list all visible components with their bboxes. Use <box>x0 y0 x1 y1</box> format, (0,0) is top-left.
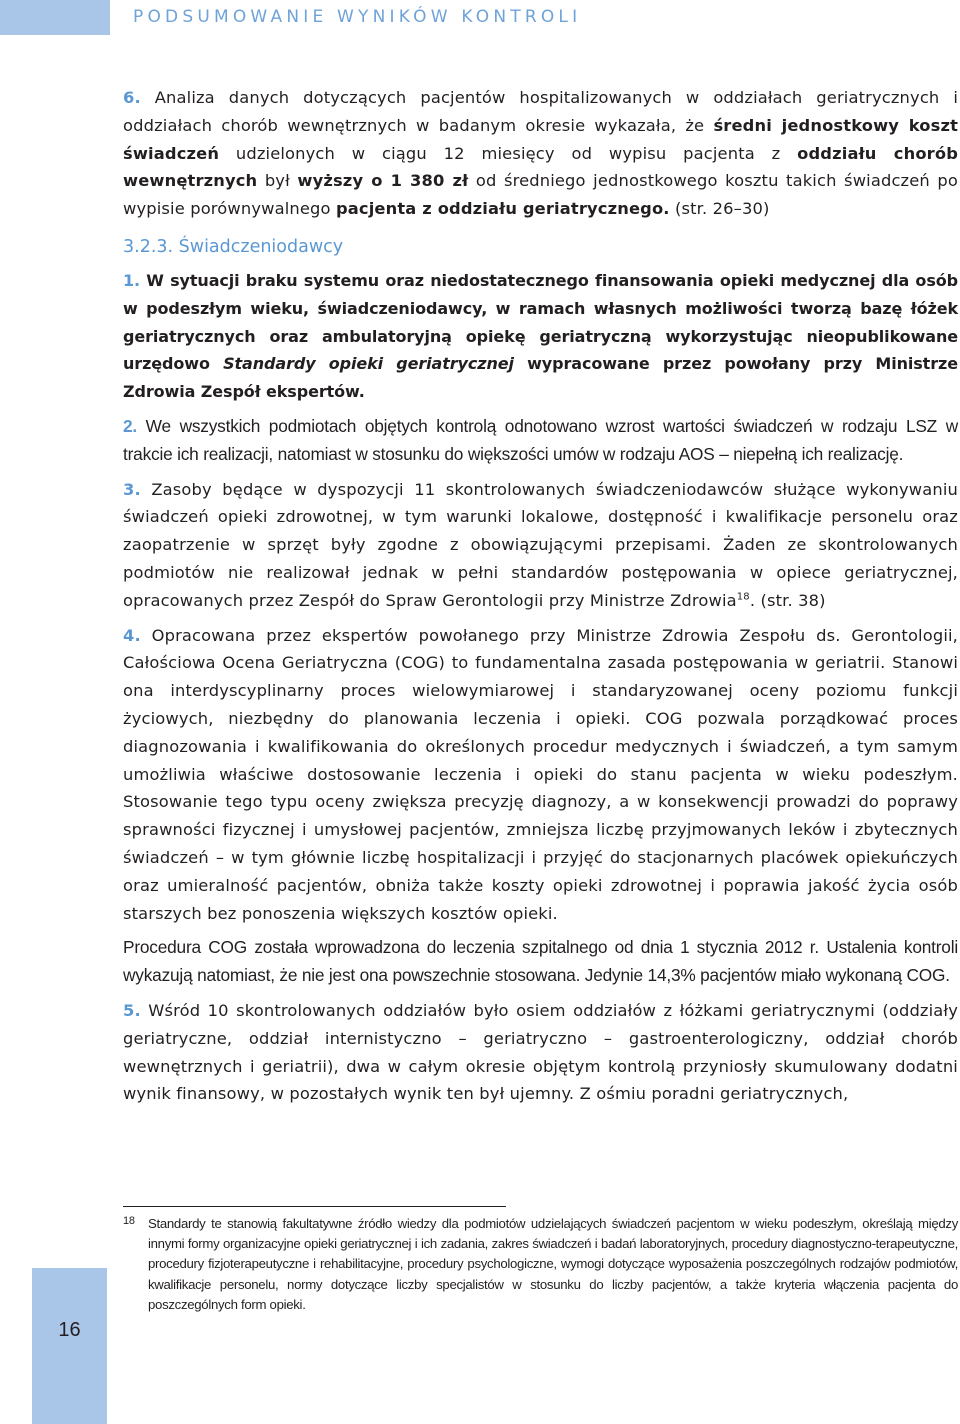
paragraph-number: 2. <box>123 415 138 436</box>
page-reference: (str. 26–30) <box>669 199 770 219</box>
footnote-mark: 18 <box>123 1215 135 1227</box>
emphasis-text: oddziału chorób wewnętrznych <box>123 143 958 191</box>
header-color-bar <box>0 0 110 35</box>
paragraph-text: We wszystkich podmiotach objętych kontrolą odnotowano wzrost wartości świadczeń w rodzaju LSZ w trakcie ich realizacji, natomiast w stosunku do większości umów w rodzaju AOS – niepełną ich realizację. <box>123 415 958 464</box>
footnote <box>123 1214 958 1315</box>
paragraph-5 <box>123 997 958 1108</box>
paragraph-text: Zasoby będące w dyspozycji 11 skontrolowanych świadczeniodawców służące wykonywaniu świadczeń opieki zdrowotnej, w tym warunki lokalowe, dostępność i kwalifikacje personelu oraz zaopatrzenie w sprzęt były zgodne z obowiązującymi przepisami. Żaden ze skontrolowanych podmiotów nie realizował jednak w pełni standardów postępowania w opiece geriatrycznej, opracowanych przez Zespół do Spraw Gerontologii przy Ministrze Zdrowia <box>123 479 958 610</box>
paragraph-text: W sytuacji braku systemu oraz niedostatecznego finansowania opieki medycznej dla osób w podeszłym wieku, świadczeniodawcy, w ramach własnych możliwości tworzą bazę łóżek geriatrycznych oraz ambulatoryjną opiekę geriatryczną wykorzystując nieopublikowane urzędowo <box>123 270 958 374</box>
footnote-reference[interactable]: 18 <box>736 591 750 603</box>
paragraph-6 <box>123 84 958 223</box>
page-reference: . (str. 38) <box>749 590 826 610</box>
footnote-text: Standardy te stanowią fakultatywne źródło wiedzy dla podmiotów udzielających świadczeń pacjentom w wieku podeszłym, określają między innymi formy organizacyjne opieki geriatrycznej i ich zadania, zakres świadczeń i badań laboratoryjnych, procedury diagnostyczno-terapeutyczne, procedury fizjoterapeutyczne i rehabilitacyjne, procedury psychologiczne, wymogi dotyczące wyposażenia poszczególnych rodzajów podmiotów, kwalifikacje personelu, normy dotyczące liczby specjalistów w stosunku do liczby pacjentów, a także kryteria włączenia pacjenta do poszczególnych form opieki. <box>148 1216 958 1312</box>
paragraph-2 <box>123 413 958 469</box>
emphasis-text: wyższy o 1 380 zł <box>297 171 469 191</box>
footnote-separator <box>123 1206 506 1207</box>
page-content <box>123 84 958 1108</box>
paragraph-number: 5. <box>123 1000 141 1020</box>
paragraph-4 <box>123 622 958 928</box>
italic-title: Standardy opieki geriatrycznej <box>223 354 514 374</box>
page-number-tab <box>32 1268 107 1424</box>
emphasis-text: pacjenta z oddziału geriatrycznego. <box>335 199 670 219</box>
paragraph-text: od średniego jednostkowego kosztu takich świadczeń po wypisie porównywalnego <box>123 171 958 219</box>
emphasis-text: średni jednostkowy koszt świadczeń <box>123 115 959 163</box>
page-number: 16 <box>58 1319 81 1341</box>
paragraph-text: Wśród 10 skontrolowanych oddziałów było osiem oddziałów z łóżkami geriatrycznymi (oddziały geriatryczne, oddział internistyczno – geriatryczno – gastroenterologiczny, oddział chorób wewnętrznych i geriatrii), dwa w całym okresie objętym kontrolą przyniosły skumulowany dodatni wynik finansowy, w pozostałych wynik ten był ujemny. Z ośmiu poradni geriatrycznych, <box>123 1000 958 1104</box>
paragraph-number: 1. <box>123 270 141 290</box>
paragraph-text: wypracowane przez powołany przy Ministrze Zdrowia Zespół ekspertów. <box>123 354 958 402</box>
paragraph-4-continued <box>123 934 958 990</box>
paragraph-1 <box>123 267 958 406</box>
paragraph-number: 3. <box>123 479 141 499</box>
paragraph-text: Analiza danych dotyczących pacjentów hospitalizowanych w oddziałach geriatrycznych i oddziałach chorób wewnętrznych w badanym okresie wykazała, że <box>123 88 958 135</box>
paragraph-text: był <box>257 171 298 191</box>
paragraph-text: Procedura COG została wprowadzona do leczenia szpitalnego od dnia 1 stycznia 2012 r. Ustalenia kontroli wykazują natomiast, że nie jest ona powszechnie stosowana. Jedynie 14,3% pacjentów miało wykonaną COG. <box>123 937 958 986</box>
section-heading: 3.2.3. Świadczeniodawcy <box>123 236 344 257</box>
paragraph-text: udzielonych w ciągu 12 miesięcy od wypisu pacjenta z <box>219 143 798 163</box>
running-header: PODSUMOWANIE WYNIKÓW KONTROLI <box>133 7 582 27</box>
paragraph-text: Opracowana przez ekspertów powołanego przy Ministrze Zdrowia Zespołu ds. Gerontologii, Całościowa Ocena Geriatryczna (COG) to fundamentalna zasada postępowania w geriatrii. Stanowi ona interdyscyplinarny proces wielowymiarowej i standaryzowanej oceny poziomu funkcji życiowych, niezbędny do planowania leczenia i opieki. COG pozwala porządkować proces diagnozowania i kwalifikowania do określonych procedur medycznych i świadczeń, a tym samym umożliwia właściwe dostosowanie leczenia i opieki do stanu pacjenta w wieku podeszłym. Stosowanie tego typu oceny zwiększa precyzję diagnozy, a w konsekwencji prowadzi do poprawy sprawności fizycznej i umysłowej pacjentów, zmniejsza liczbę przyjmowanych leków i zbytecznych świadczeń – w tym głównie liczbę hospitalizacji i przyjęć do stacjonarnych placówek opiekuńczych oraz umieralność pacjentów, obniża także koszty opieki zdrowotnej i poprawia jakość życia osób starszych bez ponoszenia większych kosztów opieki. <box>123 625 958 923</box>
paragraph-3 <box>123 476 958 615</box>
paragraph-number: 4. <box>123 625 141 645</box>
paragraph-number: 6. <box>123 88 141 107</box>
